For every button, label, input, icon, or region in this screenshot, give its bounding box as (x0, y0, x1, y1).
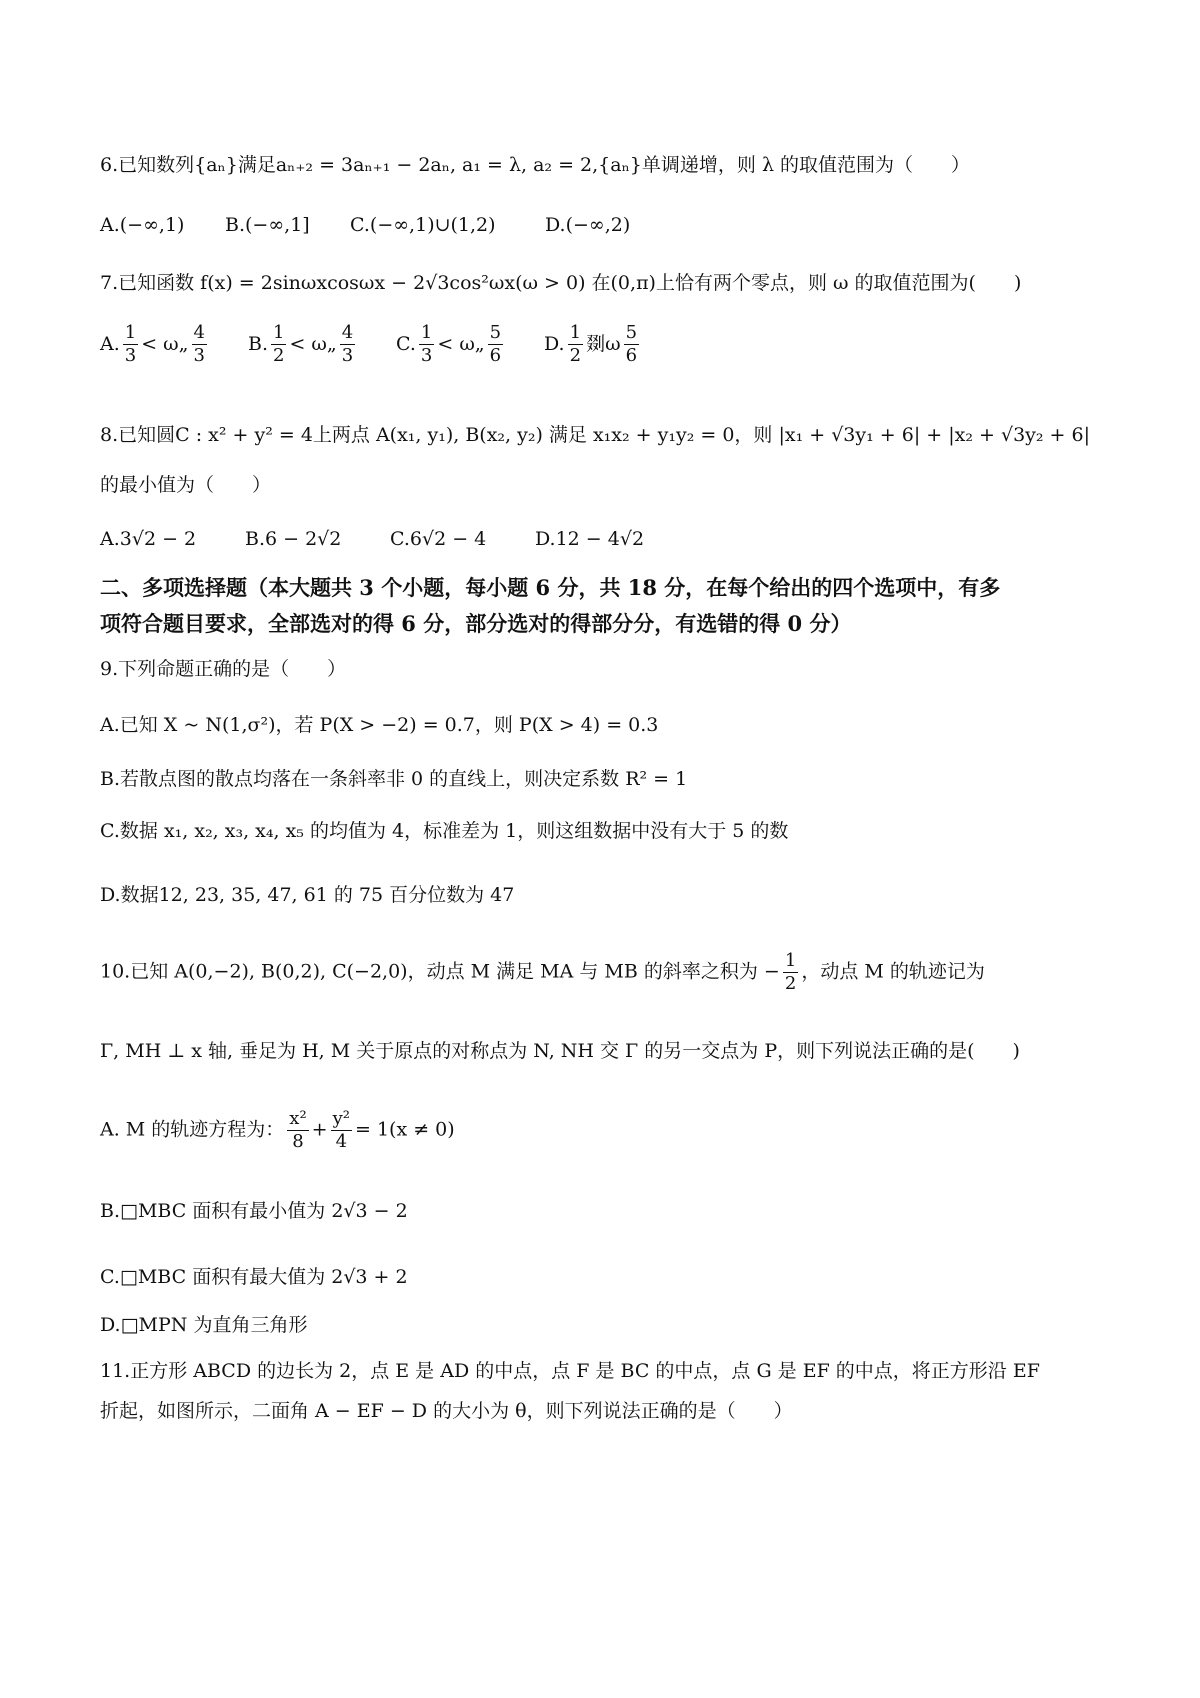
q10-fraction: $\frac{1}{2}$ (784, 950, 797, 994)
q10-stem: 10.已知 A(0,−2), B(0,2), C(−2,0)，动点 M 满足 MA 与 MB 的斜率之积为 − $\frac{1}{2}$ ，动点 M 的轨迹记为 (100, 950, 985, 994)
q9-option-a: A.已知 X ~ N(1,σ²)，若 P(X > −2) = 0.7，则 P(X > 4) = 0.3 (100, 714, 659, 736)
q7-option-b: B. $\frac{1}{2}$ < ω„ $\frac{4}{3}$ (248, 322, 354, 366)
q6-option-b: B.(−∞,1] (225, 214, 310, 236)
q9-option-c: C.数据 x₁, x₂, x₃, x₄, x₅ 的均值为 4，标准差为 1，则这组数据中没有大于 5 的数 (100, 820, 789, 842)
q11-stem: 11.正方形 ABCD 的边长为 2，点 E 是 AD 的中点，点 F 是 BC 的中点，点 G 是 EF 的中点，将正方形沿 EF (100, 1360, 1040, 1382)
q8-option-b: B.6 − 2√2 (245, 528, 342, 550)
section-heading-line2: 项符合题目要求，全部选对的得 6 分，部分选对的得部分分，有选错的得 0 分） (100, 611, 852, 636)
q6-stem: 6.已知数列{aₙ}满足aₙ₊₂ = 3aₙ₊₁ − 2aₙ, a₁ = λ, a₂ = 2,{aₙ}单调递增，则 λ 的取值范围为（ ） (100, 154, 971, 176)
q9-option-d: D.数据12, 23, 35, 47, 61 的 75 百分位数为 47 (100, 884, 515, 906)
q8-option-d: D.12 − 4√2 (535, 528, 645, 550)
q6-options (100, 210, 630, 240)
q8-option-a: A.3√2 − 2 (100, 528, 197, 550)
q10-stem-continued: Γ, MH ⊥ x 轴, 垂足为 H, M 关于原点的对称点为 N, NH 交 Γ 的另一交点为 P，则下列说法正确的是( ) (100, 1040, 1020, 1062)
q7-option-c: C. $\frac{1}{3}$ < ω„ $\frac{5}{6}$ (396, 322, 502, 366)
q8-stem-continued: 的最小值为（ ） (100, 474, 272, 496)
q11-stem-continued: 折起，如图所示，二面角 A − EF − D 的大小为 θ，则下列说法正确的是（ ） (100, 1400, 793, 1422)
q10-option-c: C.□MBC 面积有最大值为 2√3 + 2 (100, 1266, 408, 1288)
q10-option-a: A. M 的轨迹方程为： $\frac{\text{x²}}{8}$ + $\frac{\text{y²}}{4}$ = 1(x ≠ 0) (100, 1108, 455, 1152)
q9-stem: 9.下列命题正确的是（ ） (100, 658, 347, 680)
q7-option-d: D. $\frac{1}{2}$ 剟ω $\frac{5}{6}$ (544, 322, 638, 366)
q9-option-b: B.若散点图的散点均落在一条斜率非 0 的直线上，则决定系数 R² = 1 (100, 768, 688, 790)
q7-options (100, 322, 642, 367)
q7-stem: 7.已知函数 f(x) = 2sinωxcosωx − 2√3cos²ωx(ω > 0) 在(0,π)上恰有两个零点，则 ω 的取值范围为( ) (100, 272, 1022, 294)
q8-option-c: C.6√2 − 4 (390, 528, 487, 550)
q8-options (100, 524, 644, 554)
q6-option-c: C.(−∞,1)∪(1,2) (350, 214, 496, 236)
q7-option-a: A. $\frac{1}{3}$ < ω„ $\frac{4}{3}$ (100, 322, 205, 366)
q6-option-d: D.(−∞,2) (545, 214, 631, 236)
q10-option-b: B.□MBC 面积有最小值为 2√3 − 2 (100, 1200, 408, 1222)
q6-option-a: A.(−∞,1) (100, 214, 185, 236)
q8-stem: 8.已知圆C : x² + y² = 4上两点 A(x₁, y₁), B(x₂, y₂) 满足 x₁x₂ + y₁y₂ = 0，则 |x₁ + √3y₁ + 6| + |x₂ + √3y₂ + 6| (100, 424, 1090, 446)
section-heading-line1: 二、多项选择题（本大题共 3 个小题，每小题 6 分，共 18 分，在每个给出的四个选项中，有多 (100, 575, 1001, 600)
q10-option-d: D.□MPN 为直角三角形 (100, 1314, 308, 1336)
